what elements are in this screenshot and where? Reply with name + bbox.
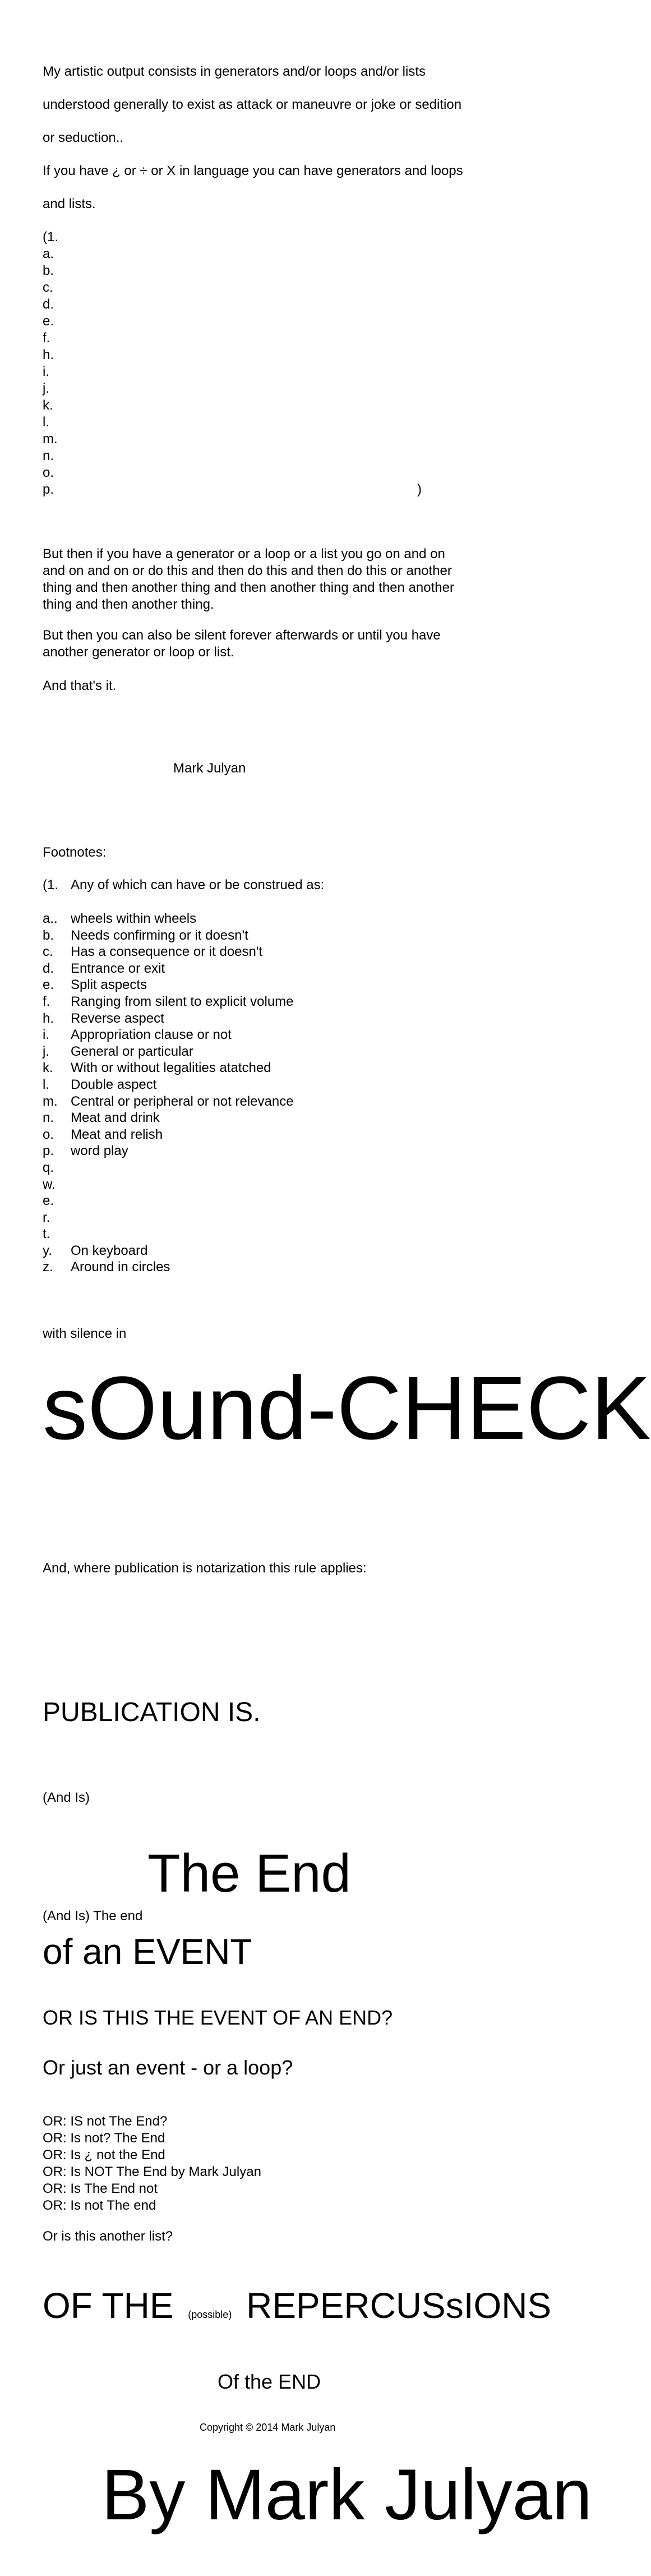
footnote-text: word play [71, 1143, 128, 1159]
footnote-text: Entrance or exit [71, 960, 165, 976]
repercussion-possible: (possible) [188, 2309, 232, 2320]
or-line: OR: Is ¿ not the End [43, 2147, 165, 2163]
and-is-label: (And Is) [43, 1790, 90, 1805]
list-close-paren: ) [417, 482, 422, 497]
footnote-item [43, 1027, 294, 1043]
another-list: Or is this another list? [43, 2229, 173, 2244]
of-the-end: Of the END [218, 2370, 321, 2393]
of-an-event: of an EVENT [43, 1931, 252, 1972]
footnote-label: a.. [43, 911, 58, 926]
repercussion-clip [0, 2283, 552, 2334]
footnote-text: Meat and relish [71, 1126, 163, 1142]
repercussion-prefix: OF THE [43, 2285, 174, 2326]
footnote-item [43, 910, 294, 927]
footnote-label: m. [43, 1093, 58, 1109]
footnote-item [43, 1176, 294, 1193]
list-item: m. [43, 431, 58, 447]
footnote-label: e. [43, 977, 54, 993]
intro-line-3: or seduction.. [43, 130, 124, 145]
intro-line-2: understood generally to exist as attack or maneuvre or joke or sedition [43, 97, 462, 112]
footnote-text: Ranging from silent to explicit volume [71, 993, 294, 1009]
footnote-item [43, 1043, 294, 1060]
footnote-label: w. [43, 1176, 56, 1192]
footnote-label: i. [43, 1027, 49, 1043]
letter-list [43, 229, 58, 498]
publication-is: PUBLICATION IS. [43, 1698, 261, 1727]
list-item: n. [43, 448, 54, 463]
footnote-label: e. [43, 1193, 54, 1209]
footnote-label: t. [43, 1226, 50, 1242]
footnote-item [43, 1010, 294, 1027]
list-item: i. [43, 364, 49, 379]
list-item: c. [43, 280, 53, 295]
footnotes-heading: Footnotes: [43, 845, 107, 860]
silence-line: with silence in [43, 1326, 127, 1341]
footnote-item [43, 1110, 294, 1126]
list-item: b. [43, 263, 54, 278]
list-item: k. [43, 398, 53, 413]
footnote-label: f. [43, 993, 50, 1009]
footnote-label: k. [43, 1060, 53, 1076]
footnote-item [43, 1160, 294, 1176]
footnote-text: General or particular [71, 1043, 193, 1059]
body-paragraph-3: And that's it. [43, 678, 117, 693]
list-item: o. [43, 465, 54, 480]
footnote-text: Has a consequence or it doesn't [71, 944, 263, 960]
footnote-item [43, 927, 294, 944]
footnote-text: Reverse aspect [71, 1010, 164, 1026]
footnote-item [43, 944, 294, 960]
soundcheck-clip [0, 1358, 651, 1459]
event-of-an-end: OR IS THIS THE EVENT OF AN END? [43, 2006, 393, 2029]
footnotes-intro-text: Any of which can have or be construed as: [71, 877, 325, 893]
body-paragraph-2: But then you can also be silent forever afterwards or until you have another generator or loop or list. [43, 628, 441, 660]
or-list [43, 2113, 261, 2214]
footnote-label: z. [43, 1259, 53, 1275]
footnote-item [43, 1077, 294, 1093]
list-item: f. [43, 330, 50, 346]
list-item: e. [43, 314, 54, 329]
intro-line-4: If you have ¿ or ÷ or X in language you can have generators and loops [43, 163, 463, 178]
list-item: j. [43, 381, 49, 396]
footnote-item [43, 1143, 294, 1160]
footnote-text: Split aspects [71, 977, 147, 993]
body-paragraph-1: But then if you have a generator or a loop or a list you go on and on and on and on or do this and then do this and then do this or another thing and then another thing and then another thing and then another thing and then another thing. [43, 546, 454, 612]
footnote-item [43, 1093, 294, 1110]
footnote-label: y. [43, 1243, 52, 1258]
footnote-item [43, 960, 294, 977]
repercussion-word: REPERCUSsIONS [246, 2285, 552, 2326]
footnote-label: l. [43, 1077, 49, 1092]
footnote-item [43, 1209, 294, 1226]
footnote-label: d. [43, 960, 54, 976]
footnote-item [43, 993, 294, 1010]
footnote-label: j. [43, 1043, 49, 1059]
by-author: By Mark Julyan [101, 2455, 592, 2535]
footnote-label: o. [43, 1126, 54, 1142]
footnote-text: wheels within wheels [71, 911, 197, 926]
or-line: OR: Is The End not [43, 2181, 158, 2196]
footnote-text: Central or peripheral or not relevance [71, 1093, 294, 1109]
just-an-event: Or just an event - or a loop? [43, 2056, 293, 2079]
the-end-title: The End [147, 1843, 351, 1903]
soundcheck-title: sOund-CHECK [43, 1358, 651, 1458]
intro-line-1: My artistic output consists in generators and/or loops and/or lists [43, 64, 426, 79]
and-is-the-end: (And Is) The end [43, 1908, 143, 1924]
footnote-text: Appropriation clause or not [71, 1027, 232, 1043]
footnote-text: Meat and drink [71, 1110, 160, 1126]
footnote-label: h. [43, 1010, 54, 1026]
or-line: OR: Is not The end [43, 2198, 156, 2213]
list-item: d. [43, 297, 54, 312]
footnotes-intro [43, 877, 324, 894]
list-item: a. [43, 246, 54, 261]
footnote-label: c. [43, 944, 53, 960]
footnote-text: Around in circles [71, 1259, 170, 1275]
footnote-label: n. [43, 1110, 54, 1126]
list-item: p. [43, 482, 54, 497]
list-item: (1. [43, 229, 59, 245]
author-name: Mark Julyan [173, 761, 246, 776]
publication-rule: And, where publication is notarization this rule applies: [43, 1561, 367, 1576]
intro-line-5: and lists. [43, 196, 96, 211]
footnote-label: b. [43, 927, 54, 943]
footnote-text: Needs confirming or it doesn't [71, 927, 248, 943]
footnote-text: With or without legalities atatched [71, 1060, 271, 1076]
repercussion-line [43, 2283, 551, 2337]
footnote-text: Double aspect [71, 1077, 157, 1092]
copyright-notice: Copyright © 2014 Mark Julyan [200, 2422, 336, 2433]
footnote-item [43, 1243, 294, 1259]
footnote-item [43, 1193, 294, 1209]
list-item: h. [43, 347, 54, 362]
or-line: OR: Is NOT The End by Mark Julyan [43, 2164, 261, 2179]
or-line: OR: IS not The End? [43, 2114, 168, 2129]
footnote-label: p. [43, 1143, 54, 1159]
footnote-item [43, 1126, 294, 1143]
list-item: l. [43, 415, 49, 430]
footnotes-intro-label: (1. [43, 877, 59, 893]
footnote-item [43, 1226, 294, 1243]
footnote-label: q. [43, 1160, 54, 1175]
footnote-item [43, 977, 294, 993]
or-line: OR: Is not? The End [43, 2131, 165, 2146]
footnote-item [43, 1060, 294, 1077]
footnote-label: r. [43, 1209, 50, 1225]
by-author-clip [0, 2454, 592, 2538]
footnote-text: On keyboard [71, 1243, 148, 1258]
footnote-item [43, 1259, 294, 1276]
footnote-list [43, 910, 294, 1276]
